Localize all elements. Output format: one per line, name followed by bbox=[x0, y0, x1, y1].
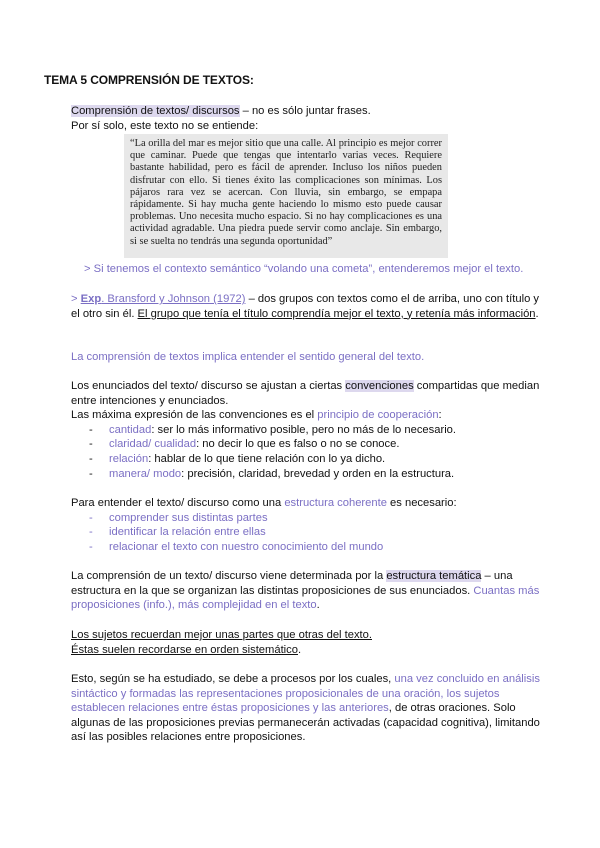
maxim-term: cantidad bbox=[109, 423, 152, 436]
intro-paragraph bbox=[71, 104, 541, 133]
conv-highlight: convenciones bbox=[345, 380, 414, 392]
estructura-text-a: Para entender el texto/ discurso como una bbox=[71, 497, 285, 509]
list-item: - identificar la relación entre ellas bbox=[71, 525, 541, 540]
list-item bbox=[71, 437, 541, 452]
maxim-desc: : precisión, claridad, brevedad y orden en la estructura. bbox=[181, 467, 455, 480]
experiment-result: El grupo que tenía el título comprendía mejor el texto, y retenía más información bbox=[137, 307, 536, 320]
estructura-text-b: es necesario: bbox=[386, 497, 457, 509]
convenciones-section bbox=[71, 379, 541, 481]
maxim-term: manera/ modo bbox=[109, 467, 182, 480]
tematica-highlight: estructura temática bbox=[386, 570, 482, 582]
experiment-end: . bbox=[535, 307, 539, 320]
intro-line2: Por sí solo, este texto no se entiende: bbox=[71, 119, 259, 132]
maxim-desc: : no decir lo que es falso o no se conoce. bbox=[196, 438, 400, 451]
experiment-authors: . Bransford y Johnson (1972) bbox=[101, 293, 246, 305]
maxim-term: claridad/ cualidad bbox=[109, 438, 197, 451]
experiment-text: – dos grupos con textos como el de arriba, uno con título y el otro sin él. bbox=[71, 293, 539, 320]
maxim-desc: : hablar de lo que tiene relación con lo ya dicho. bbox=[148, 452, 386, 465]
final-paragraph bbox=[71, 672, 541, 745]
experiment-paragraph bbox=[71, 292, 541, 321]
list-item: - comprender sus distintas partes bbox=[71, 511, 541, 526]
estructura-list bbox=[71, 511, 541, 555]
estructura-section bbox=[71, 496, 541, 554]
comprension-sentence: La comprensión de textos implica entender el sentido general del texto. bbox=[71, 351, 425, 363]
conv-text-b: compartidas que median entre intenciones y enunciados. bbox=[71, 380, 540, 407]
tematica-paragraph bbox=[71, 569, 541, 613]
cooperation-text-b: : bbox=[438, 409, 442, 422]
maxims-list bbox=[71, 423, 541, 481]
list-item bbox=[71, 423, 541, 438]
cooperation-text-a: Las máxima expresión de las convenciones es el bbox=[71, 409, 318, 422]
sujetos-end: . bbox=[297, 643, 302, 656]
maxim-desc: : ser lo más informativo posible, pero no más de lo necesario. bbox=[151, 423, 457, 436]
estructura-coherente: estructura coherente bbox=[284, 497, 387, 509]
sujetos-line2: Éstas suelen recordarse en orden sistemático bbox=[71, 643, 298, 656]
experiment-label: Exp bbox=[80, 293, 102, 305]
list-item bbox=[71, 467, 541, 482]
tematica-end: . bbox=[316, 599, 320, 612]
list-item bbox=[71, 452, 541, 467]
maxim-term: relación bbox=[109, 452, 149, 465]
cooperation-principle: principio de cooperación bbox=[317, 409, 439, 422]
sujetos-line1: Los sujetos recuerdan mejor unas partes que otras del texto. bbox=[71, 629, 372, 641]
tematica-purple: Cuantas más proposiciones (info.), más complejidad en el texto bbox=[71, 584, 540, 612]
experiment-arrow: > bbox=[71, 293, 81, 305]
tematica-text-b: – una estructura en la que se organizan las distintas proposiciones de sus enunciados. bbox=[71, 570, 513, 597]
final-purple: una vez concluido en análisis sintáctico y formadas las representaciones proposicionales de una oración, los sujetos establecen relaciones entre éstas proposiciones y las anteriores bbox=[71, 673, 540, 715]
semantic-note: > Si tenemos el contexto semántico “volando una cometa”, entenderemos mejor el texto. bbox=[84, 263, 524, 275]
intro-highlight: Comprensión de textos/ discursos bbox=[71, 105, 240, 117]
conv-text-a: Los enunciados del texto/ discurso se ajustan a ciertas bbox=[71, 380, 346, 392]
intro-rest: – no es sólo juntar frases. bbox=[239, 105, 371, 117]
tematica-text-a: La comprensión de un texto/ discurso viene determinada por la bbox=[71, 570, 387, 582]
page-title: TEMA 5 COMPRENSIÓN DE TEXTOS: bbox=[44, 73, 254, 87]
sujetos-paragraph bbox=[71, 628, 541, 657]
list-item: - relacionar el texto con nuestro conocimiento del mundo bbox=[71, 540, 541, 555]
final-text-b: , de otras oraciones. Solo algunas de las proposiciones previas permanecerán activadas (capacidad cognitiva), limitando así las posibles relaciones entre proposiciones. bbox=[71, 702, 540, 744]
example-quote-box: “La orilla del mar es mejor sitio que una calle. Al principio es mejor correr que caminar. Puede que tengas que intentarlo varias veces. Requiere bastante habilidad, pero es fácil de aprender. Incluso los niños pueden disfrutar con ello. Si tienes éxito las complicaciones son mínimas. Los pájaros rara vez se acercan. Con lluvia, sin embargo, se empapa rápidamente. Si hay mucha gente haciendo lo mismo esto puede causar problemas. Uno necesita mucho espacio. Si no hay complicaciones es una actividad agradable. Una piedra puede servir como anclaje. Sin embargo, si se suelta no tendrás una segunda oportunidad” bbox=[124, 134, 448, 258]
final-text-a: Esto, según se ha estudiado, se debe a procesos por los cuales, bbox=[71, 673, 395, 685]
